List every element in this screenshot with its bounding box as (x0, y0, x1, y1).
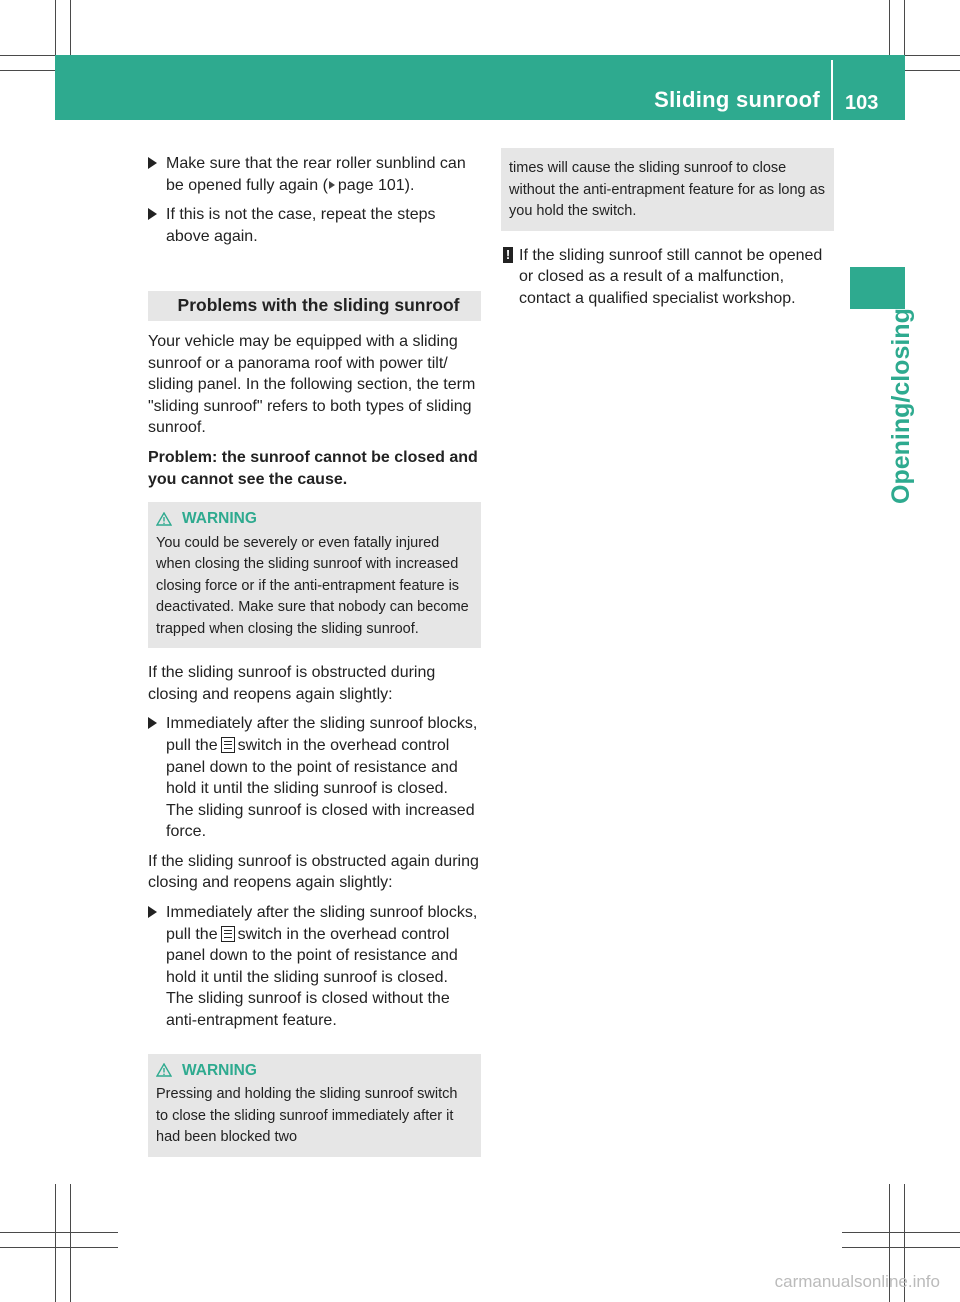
warning-text: You could be severely or even fatally injured when closing the sliding sunroof with increased closing force or if the anti-entrapment feature is deactivated. Make sure that nobody can become trapped when closing the sliding sunroof. (156, 534, 469, 637)
warning-title: WARNING (182, 1061, 257, 1079)
case-paragraph: If the sliding sunroof is obstructed again during closing and reopens again slightly: (148, 852, 479, 892)
warning-box (148, 1054, 481, 1157)
crop-mark (0, 1247, 118, 1248)
case-paragraph: If the sliding sunroof is obstructed during closing and reopens again slightly: (148, 664, 436, 703)
sunroof-switch-icon (221, 737, 235, 753)
header-divider (831, 60, 833, 120)
crop-mark (842, 1247, 960, 1248)
page-ref-link[interactable]: page 101). (337, 176, 415, 194)
crop-mark (55, 1184, 56, 1302)
warning-text: times will cause the sliding sunroof to close without the anti-entrapment feature for as long as you hold the switch. (509, 160, 825, 219)
warning-triangle-icon (156, 512, 172, 526)
arrow-icon (148, 157, 157, 169)
instruction-step: Make sure that the rear roller sunblind can be opened fully again ( page 101). (148, 153, 481, 196)
warning-title: WARNING (182, 510, 257, 528)
left-column (148, 153, 481, 1171)
warning-triangle-icon (156, 1063, 172, 1077)
sunroof-switch-icon (221, 926, 235, 942)
exclamation-icon: ! (503, 247, 513, 263)
side-tab (850, 267, 905, 309)
warning-box-continued (501, 148, 834, 231)
page-number: 103 (845, 92, 879, 114)
crop-mark (0, 1232, 118, 1233)
page-ref-triangle-icon (329, 181, 335, 189)
arrow-icon (148, 717, 157, 729)
page-title: Sliding sunroof (654, 87, 820, 112)
section-heading: Problems with the sliding sunroof (148, 291, 481, 321)
crop-mark (842, 1232, 960, 1233)
problem-heading: Problem: the sunroof cannot be closed and you cannot see the cause. (148, 448, 478, 488)
arrow-icon (148, 208, 157, 220)
crop-mark (70, 1184, 71, 1302)
instruction-step: Immediately after the sliding sunroof blocks, pull the switch in the overhead control panel down to the point of resistance and hold it until the sliding sunroof is closed. The sliding sunroof is closed without the anti-entrapment feature. (148, 902, 481, 1032)
instruction-step: If this is not the case, repeat the steps above again. (148, 204, 481, 247)
warning-box (148, 502, 481, 648)
arrow-icon (148, 906, 157, 918)
right-column (501, 148, 834, 309)
chapter-label: Opening/closing (887, 308, 915, 504)
intro-paragraph: Your vehicle may be equipped with a sliding sunroof or a panorama roof with power tilt/ sliding panel. In the following section, the term "sliding sunroof" refers to both types of sliding sunroof. (148, 332, 476, 437)
watermark: carmanualsonline.info (774, 1272, 940, 1291)
note-paragraph: ! If the sliding sunroof still cannot be opened or closed as a result of a malfunction, contact a qualified specialist workshop. (501, 245, 834, 310)
warning-text: Pressing and holding the sliding sunroof switch to close the sliding sunroof immediately after it had been blocked two (156, 1086, 458, 1146)
instruction-step: Immediately after the sliding sunroof blocks, pull the switch in the overhead control panel down to the point of resistance and hold it until the sliding sunroof is closed. The sliding sunroof is closed with increased force. (148, 713, 481, 843)
